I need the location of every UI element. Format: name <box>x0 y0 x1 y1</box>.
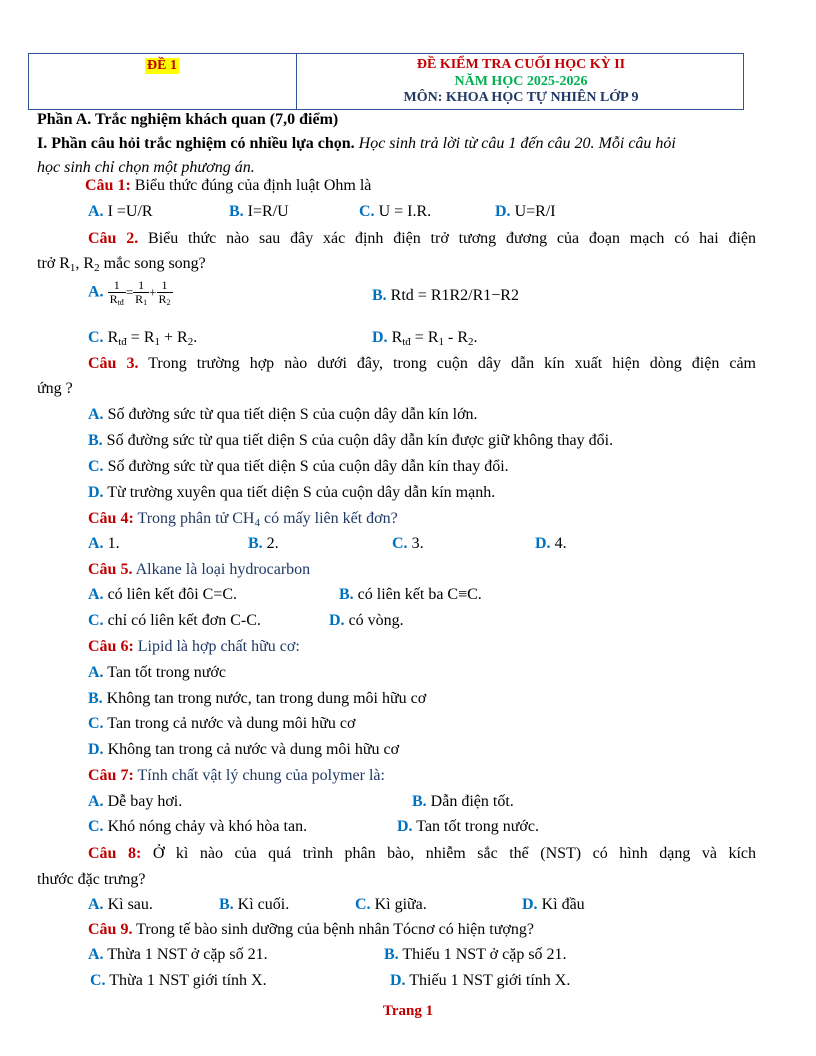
q5-option-a[interactable]: A. có liên kết đôi C=C. <box>88 586 238 603</box>
question-text: Biểu thức đúng của định luật Ohm là <box>134 177 372 194</box>
question-label: Câu 5. <box>88 561 133 578</box>
fraction-1-over-r2: $\frac{1}{R_2}$ <box>158 278 171 307</box>
q1-option-c[interactable]: C. U = I.R. <box>359 203 432 220</box>
question-label: Câu 1: <box>85 177 131 194</box>
page-number: 1 <box>425 1003 434 1019</box>
q5-option-d[interactable]: D. có vòng. <box>329 612 404 629</box>
section-1-line-1 <box>37 135 676 153</box>
q4-option-a[interactable]: A. 1. <box>88 535 120 552</box>
q7-option-c[interactable]: C. Khó nóng chảy và khó hòa tan. <box>88 818 308 835</box>
school-year: NĂM HỌC 2025-2026 <box>454 73 588 89</box>
question-label: Câu 6: <box>88 638 134 655</box>
q7-option-d[interactable]: D. Tan tốt trong nước. <box>397 818 539 835</box>
header-table <box>28 53 744 110</box>
q4-option-b[interactable]: B. 2. <box>248 535 279 552</box>
q2-option-c[interactable]: C. $R_{tđ} = R_1 + R_2$. <box>88 329 198 348</box>
question-4: Câu 4: Trong phân tử $CH_4$ có mấy liên kết đơn? <box>88 510 398 529</box>
section-1-instruction: Học sinh trả lời từ câu 1 đến câu 20. Mỗi câu hỏi <box>358 135 676 152</box>
q8-option-d[interactable]: D. Kì đầu <box>522 896 585 913</box>
question-label: Câu 3. <box>88 355 139 372</box>
q3-option-c[interactable]: C. Số đường sức từ qua tiết diện S của cuộn dây dẫn kín thay đổi. <box>88 458 509 475</box>
question-9: Câu 9. Trong tế bào sinh dưỡng của bệnh nhân Tócnơ có hiện tượng? <box>88 921 534 938</box>
question-6: Câu 6: Lipid là hợp chất hữu cơ: <box>88 638 300 655</box>
header-title-block <box>297 57 745 107</box>
q7-option-b[interactable]: B. Dẫn điện tốt. <box>412 793 514 810</box>
subject-title: MÔN: KHOA HỌC TỰ NHIÊN LỚP 9 <box>403 90 639 105</box>
question-8 <box>88 845 756 863</box>
question-text: Biểu thức nào sau đây xác định điện trở tương đương của đoạn mạch có hai điện <box>148 230 756 247</box>
q3-option-a[interactable]: A. Số đường sức từ qua tiết diện S của cuộn dây dẫn kín lớn. <box>88 406 478 423</box>
q1-option-b[interactable]: B. I=R/U <box>229 203 289 220</box>
question-label: Câu 8: <box>88 845 142 862</box>
q8-option-c[interactable]: C. Kì giữa. <box>355 896 427 913</box>
q9-option-d[interactable]: D. Thiếu 1 NST giới tính X. <box>390 972 571 989</box>
q9-option-b[interactable]: B. Thiếu 1 NST ở cặp số 21. <box>384 946 567 963</box>
question-text: Trong trường hợp nào dưới đây, trong cuộn dây dẫn kín xuất hiện dòng điện cảm <box>148 355 756 372</box>
q5-option-b[interactable]: B. có liên kết ba C≡C. <box>339 586 482 603</box>
q1-option-d[interactable]: D. U=R/I <box>495 203 556 220</box>
question-8-cont: thước đặc trưng? <box>37 871 146 888</box>
q7-option-a[interactable]: A. Dễ bay hơi. <box>88 793 183 810</box>
question-1 <box>85 177 371 195</box>
q6-option-c[interactable]: C. Tan trong cả nước và dung môi hữu cơ <box>88 715 356 732</box>
q3-option-d[interactable]: D. Từ trường xuyên qua tiết diện S của cuộn dây dẫn kín mạnh. <box>88 484 496 501</box>
q6-option-a[interactable]: A. Tan tốt trong nước <box>88 664 226 681</box>
q9-option-a[interactable]: A. Thừa 1 NST ở cặp số 21. <box>88 946 268 963</box>
q6-option-b[interactable]: B. Không tan trong nước, tan trong dung môi hữu cơ <box>88 690 427 707</box>
q4-option-c[interactable]: C. 3. <box>392 535 424 552</box>
exam-title: ĐỀ KIỂM TRA CUỐI HỌC KỲ II <box>416 57 626 72</box>
question-2-cont: trở $R_1$, $R_2$ mắc song song? <box>37 255 206 274</box>
q6-option-d[interactable]: D. Không tan trong cả nước và dung môi hữu cơ <box>88 741 400 758</box>
q2-option-b[interactable]: B. Rtd = R1R2/R1−R2 <box>372 287 519 304</box>
question-5: Câu 5. Alkane là loại hydrocarbon <box>88 561 311 578</box>
q5-option-c[interactable]: C. chỉ có liên kết đơn C-C. <box>88 612 261 629</box>
exam-code: ĐỀ 1 <box>147 58 177 73</box>
section-1-instruction-cont: học sinh chỉ chọn một phương án. <box>37 159 255 176</box>
part-a-heading: Phần A. Trắc nghiệm khách quan (7,0 điểm) <box>37 111 339 128</box>
page-label: Trang <box>382 1003 422 1019</box>
question-3 <box>88 355 756 373</box>
section-1-title: I. Phần câu hỏi trắc nghiệm có nhiều lựa chọn. <box>37 135 355 152</box>
fraction-1-over-r1: $\frac{1}{R_1}$ <box>135 278 148 307</box>
q2-option-d[interactable]: D. $R_{tđ} = R_1 - R_2$. <box>372 329 478 348</box>
q2-option-a[interactable]: A. $\frac{1}{R_{tđ}}$ = $\frac{1}{R_1}$ + $\frac{1}{R_2}$ <box>88 278 171 307</box>
fraction-1-over-rtd: $\frac{1}{R_{tđ}}$ <box>109 278 124 307</box>
q9-option-c[interactable]: C. Thừa 1 NST giới tính X. <box>90 972 267 989</box>
question-text: Ở kì nào của quá trình phân bào, nhiễm sắc thể (NST) có hình dạng và kích <box>152 845 756 862</box>
page-footer <box>0 1003 816 1020</box>
q8-option-a[interactable]: A. Kì sau. <box>88 896 153 913</box>
question-3-cont: ứng ? <box>37 380 73 397</box>
q3-option-b[interactable]: B. Số đường sức từ qua tiết diện S của cuộn dây dẫn kín được giữ không thay đổi. <box>88 432 614 449</box>
q4-option-d[interactable]: D. 4. <box>535 535 567 552</box>
question-2 <box>88 230 756 248</box>
q8-option-b[interactable]: B. Kì cuối. <box>219 896 290 913</box>
q1-option-a[interactable]: A. I =U/R <box>88 203 153 220</box>
question-label: Câu 4: <box>88 510 134 527</box>
question-label: Câu 2. <box>88 230 139 247</box>
question-label: Câu 9. <box>88 921 133 938</box>
question-7: Câu 7: Tính chất vật lý chung của polymer là: <box>88 767 385 784</box>
question-label: Câu 7: <box>88 767 134 784</box>
